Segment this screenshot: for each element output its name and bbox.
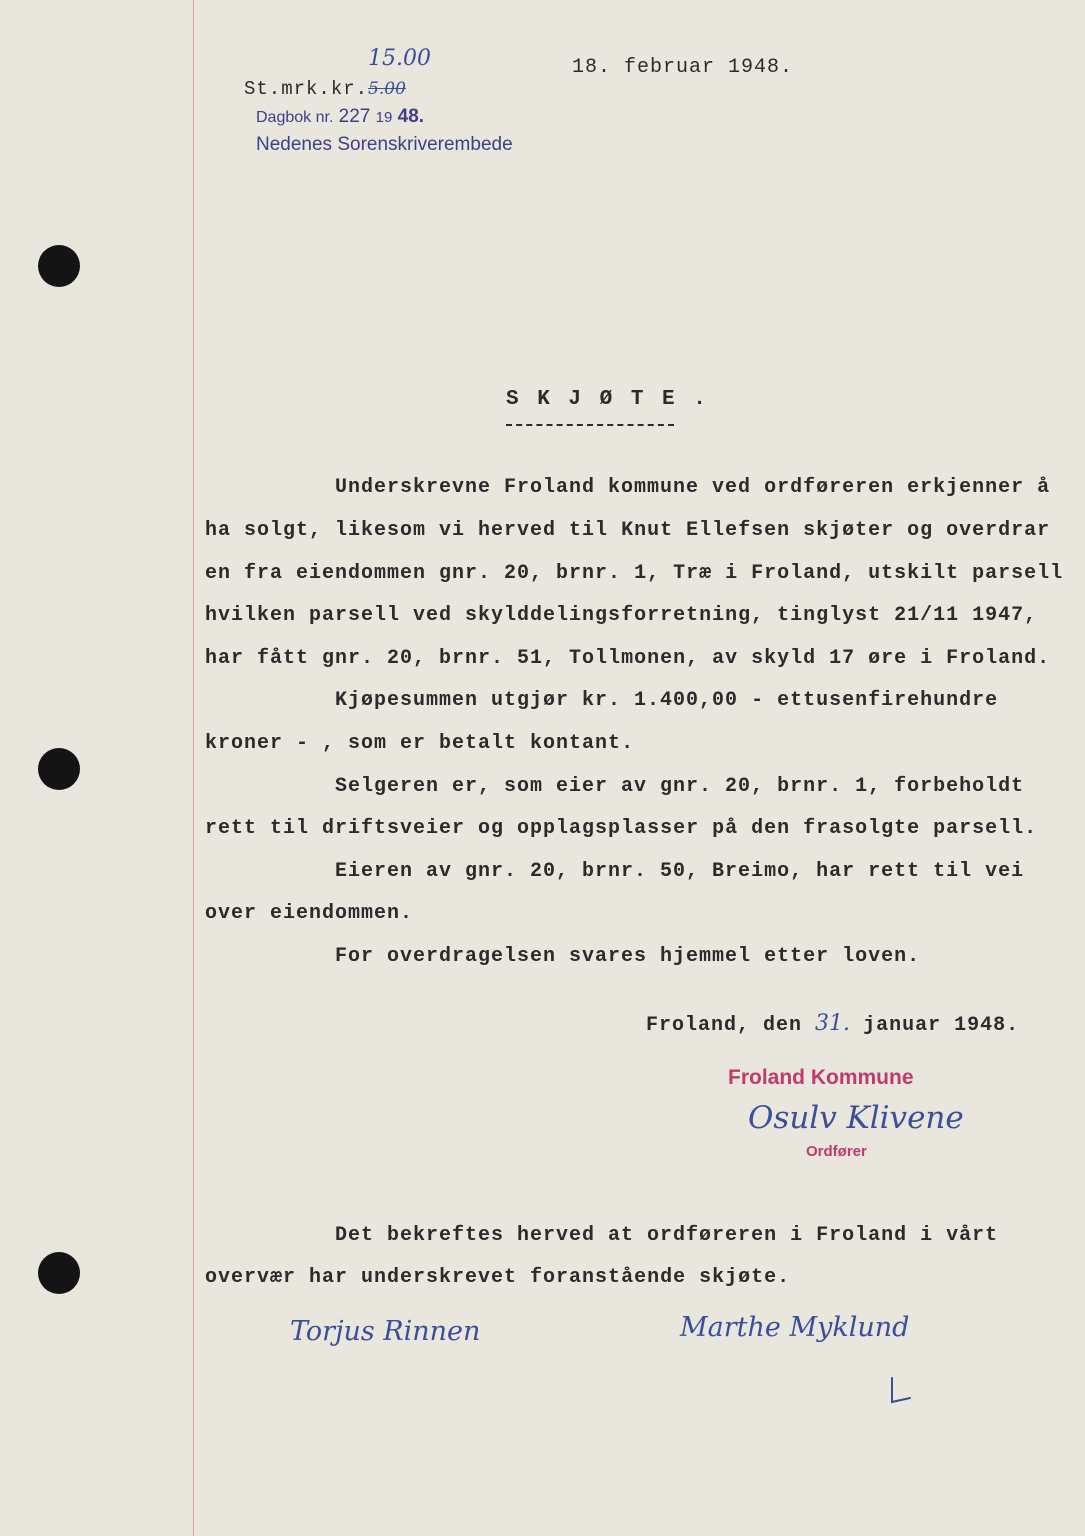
body-line: Eieren av gnr. 20, brnr. 50, Breimo, har rett til vei — [335, 860, 1025, 883]
witness-signature-right: Marthe Myklund — [680, 1312, 910, 1343]
witness-line: Det bekreftes herved at ordføreren i Froland i vårt — [335, 1224, 999, 1247]
municipality-stamp: Froland Kommune — [728, 1066, 914, 1089]
title-underline — [506, 424, 674, 426]
body-line: rett til driftsveier og opplagsplasser på den frasolgte parsell. — [205, 817, 1038, 840]
punch-hole — [38, 245, 80, 287]
mayor-signature: Osulv Klivene — [748, 1100, 964, 1136]
dagbok-number: 227 — [338, 106, 371, 127]
header-date: 18. februar 1948. — [572, 56, 794, 79]
body-line: Underskrevne Froland kommune ved ordføreren erkjenner å — [335, 476, 1051, 499]
stamp-fee-handwritten: 15.00 — [368, 46, 431, 71]
body-line: over eiendommen. — [205, 902, 414, 925]
place-prefix: Froland, den — [646, 1014, 803, 1037]
place-date-line — [646, 1011, 1019, 1037]
body-line: en fra eiendommen gnr. 20, brnr. 1, Træ i Froland, utskilt parsell — [205, 562, 1064, 585]
body-line: For overdragelsen svares hjemmel etter loven. — [335, 945, 921, 968]
body-line: Kjøpesummen utgjør kr. 1.400,00 - ettusenfirehundre — [335, 689, 999, 712]
stamp-duty-crossed: 5.00 — [368, 79, 406, 99]
document-title: S K J Ø T E . — [506, 388, 709, 411]
witness-line: overvær har underskrevet foranstående skjøte. — [205, 1266, 791, 1289]
dagbok-century: 19 — [375, 109, 393, 126]
witness-signature-left: Torjus Rinnen — [290, 1316, 481, 1347]
tick-mark-icon — [886, 1372, 916, 1412]
dagbok-line — [256, 106, 424, 128]
body-line: Selgeren er, som eier av gnr. 20, brnr. 1, forbeholdt — [335, 775, 1025, 798]
mayor-title-stamp: Ordfører — [806, 1143, 867, 1160]
body-line: kroner - , som er betalt kontant. — [205, 732, 635, 755]
place-day-handwritten: 31. — [815, 1011, 851, 1036]
dagbok-label: Dagbok nr. — [256, 109, 334, 126]
dagbok-year: 48. — [397, 106, 425, 127]
punch-hole — [38, 748, 80, 790]
margin-line — [193, 0, 194, 1536]
stamp-duty-prefix: St.mrk.kr. — [244, 78, 369, 100]
punch-hole — [38, 1252, 80, 1294]
body-line: hvilken parsell ved skylddelingsforretning, tinglyst 21/11 1947, — [205, 604, 1038, 627]
body-line: har fått gnr. 20, brnr. 51, Tollmonen, av skyld 17 øre i Froland. — [205, 647, 1051, 670]
place-suffix: januar 1948. — [863, 1014, 1020, 1037]
stamp-duty-line — [244, 78, 406, 100]
body-line: ha solgt, likesom vi herved til Knut Ellefsen skjøter og overdrar — [205, 519, 1051, 542]
office-stamp: Nedenes Sorenskriverembede — [256, 134, 513, 155]
